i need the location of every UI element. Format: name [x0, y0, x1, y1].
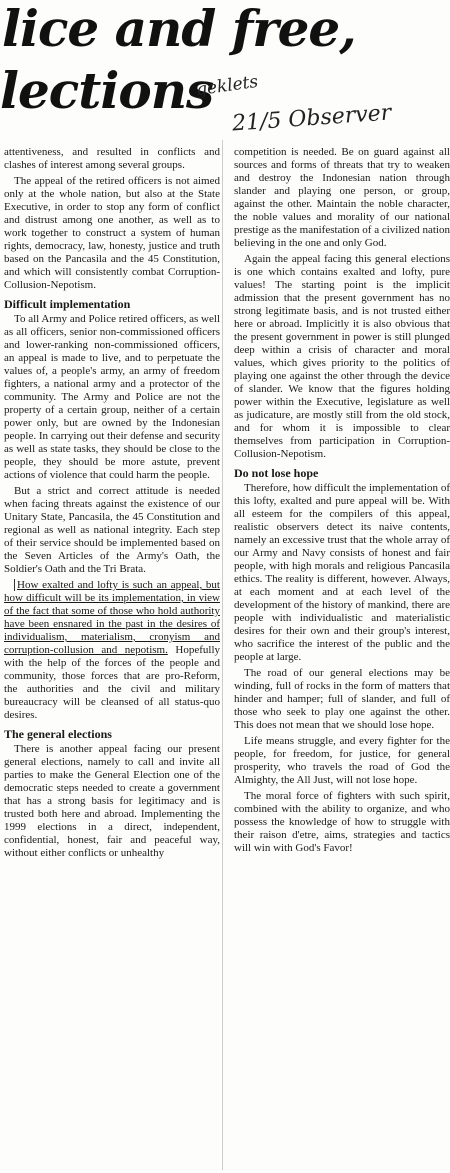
underlined-passage: How exalted and lofty is such an appeal, but how difficult will be its implementation, in view of the fact that some of those who hold authority have been ensnared in the past in the desires of individualism, materialism, cronyism and corruption-collusion and nepotism. [4, 579, 220, 656]
paragraph: Therefore, how difficult the implementation of this lofty, exalted and pure appeal will be. With all esteem for the compilers of this appeal, realistic observers detect its naive contents, namely an excessive trust that the whole array of our Army and Navy consists of honest and fair people, with high morals and religious Pancasila ethics. The reality is different, however. Always, at each moment and at each level of the development of the history of mankind, there are people with individualistic and materialistic desires for their own and their group's interest, who sacrifice the interest of the public and the people at large. [234, 482, 450, 663]
handwritten-source-date: 21/5 Observer [231, 100, 392, 137]
paragraph: Life means struggle, and every fighter for the people, for freedom, for justice, for general prosperity, who travels the road of God the Almighty, the All Just, will not lose hope. [234, 735, 450, 786]
headline-line-1: lice and free, [2, 0, 356, 58]
headline-line-2: lections [0, 61, 214, 120]
left-column [4, 146, 220, 863]
handwritten-note: geklets [194, 71, 260, 101]
paragraph [4, 579, 220, 722]
paragraph: The road of our general elections may be winding, full of rocks in the form of matters that hinder and hamper; full of slander, and full of those who seek to play one against the other. This does not mean that we should lose hope. [234, 667, 450, 731]
paragraph: competition is needed. Be on guard against all sources and forms of threats that try to weaken and destroy the Indonesian nation through slander and playing one person, or group, against the other. Maintain the noble character, the noble values and morality of our national prestige as the manifestation of a civilized nation believing in the one and only God. [234, 146, 450, 249]
subheading: Difficult implementation [4, 297, 131, 311]
paragraph: The appeal of the retired officers is not aimed only at the whole nation, but also at the State Executive, in order to stop any form of conflict and distrust among one another, as well as to work together to construct a system of human rights, democracy, law, honesty, justice and truth based on the Pancasila and the 45 Constitution, and which will consistently combat Corruption-Collusion-Nepotism. [4, 175, 220, 291]
paragraph: There is another appeal facing our present general elections, namely to call and invite all parties to make the General Election one of the democratic steps needed to create a government that has a strong basis for legitimacy and is trusted both here and abroad. Implementing the 1999 elections in a direct, independent, confidential, honest, fair and peaceful way, without either conflicts or unhealthy [4, 743, 220, 859]
subheading: The general elections [4, 727, 112, 741]
right-column [234, 146, 450, 858]
paragraph: To all Army and Police retired officers, as well as all officers, senior non-commissioned officers and lower-ranking non-commissioned officers, an appeal is made to live, and to perpetuate the values of, a people's army, an army of freedom fighters, a national army and a protector of the community. The Army and Police are not the property of a certain group, neither of a certain power only, but are owned by the Indonesian people. In carrying out their defense and security as well as state tasks, they should be close to the people, they should be more astute, prevent actions of violence that could harm the people. [4, 313, 220, 481]
column-divider [222, 140, 223, 1170]
subheading: Do not lose hope [234, 466, 319, 480]
paragraph-continuation: Hopefully with the help of the forces of the people and community, those forces that are pro-Reform, the authorities and the civil and military bureaucracy will be cleansed of all status-quo desires. [4, 644, 221, 721]
paragraph: But a strict and correct attitude is needed when facing threats against the existence of our Unitary State, Pancasila, the 45 Constitution and regional as well as national integrity. Each step of their service should be implemented based on the Seven Articles of the Army's Oath, the Soldier's Oath and the Tri Brata. [4, 485, 220, 575]
paragraph: Again the appeal facing this general elections is one which contains exalted and lofty, pure values! The starting point is the implicit admission that the present government has no strong legitimate basis, and is not trusted either here or abroad. Implicitly it is also obvious that the present government in power is still plunged deep within a crisis of character and moral values, which gives priority to the politics of playing one against the other through the device of slander. We know that the figures holding power within the Executive, legislature as well as judicature, are mostly still from the old stock, and for whom it is impossible to clear themselves from participation in Corruption-Collusion-Nepotism. [234, 253, 450, 460]
paragraph: attentiveness, and resulted in conflicts and clashes of interest among several groups. [4, 146, 220, 171]
paragraph: The moral force of fighters with such spirit, combined with the ability to organize, and who possess the knowledge of how to struggle with their raison d'etre, aims, strategies and tactics will win with God's Favor! [234, 790, 450, 854]
